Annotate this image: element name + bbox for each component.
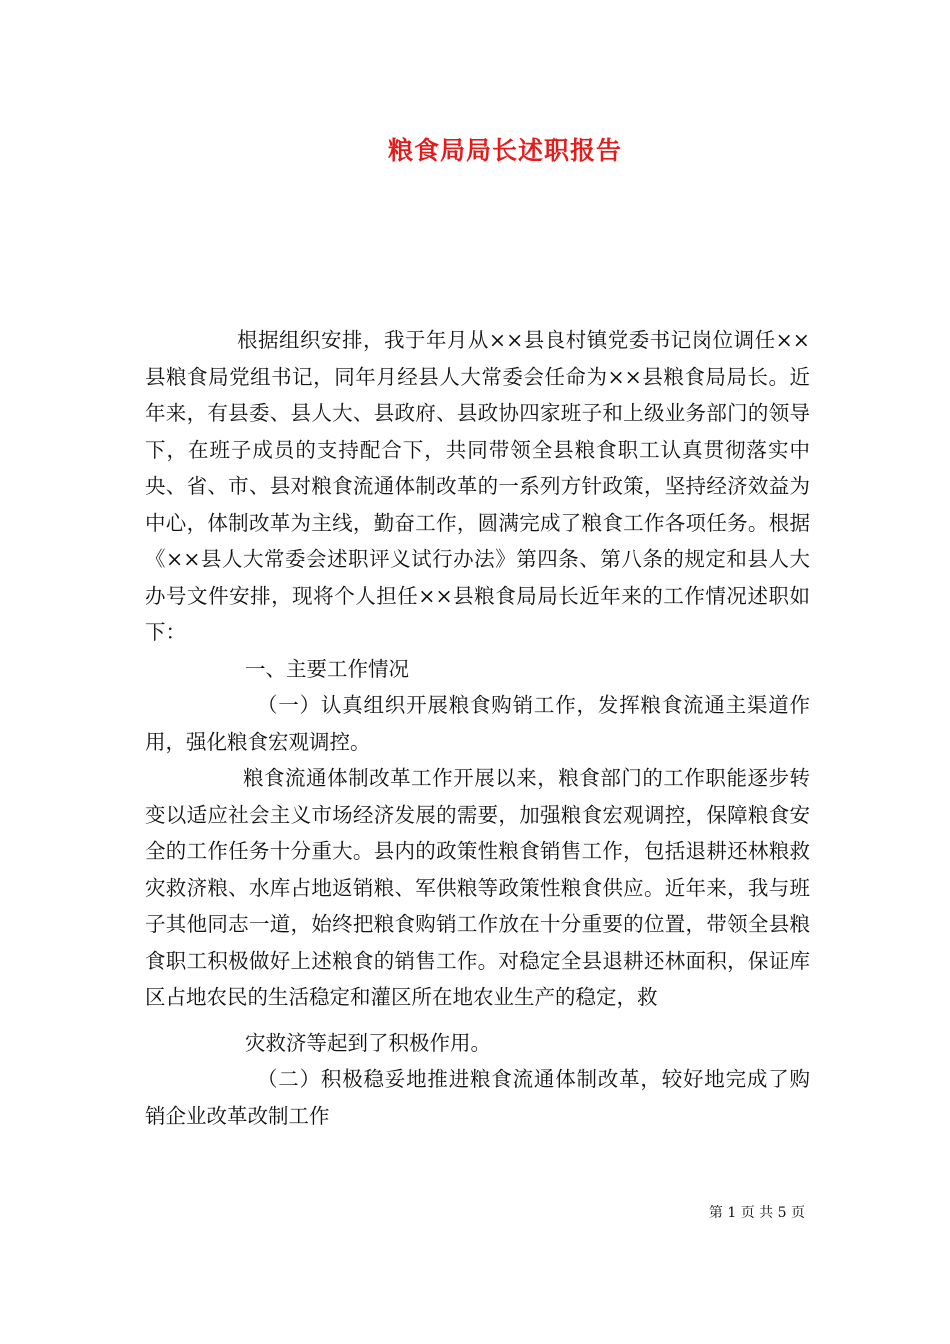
paragraph-intro: 根据组织安排，我于年月从××县良村镇党委书记岗位调任××县粮食局党组书记，同年月经县人大常委会任命为××县粮食局局长。近年来，有县委、县人大、县政府、县政协四家班子和上级业务部门的领导下，在班子成员的支持配合下，共同带领全县粮食职工认真贯彻落实中央、省、市、县对粮食流通体制改革的一系列方针政策，坚持经济效益为中心，体制改革为主线，勤奋工作，圆满完成了粮食工作各项任务。根据《××县人大常委会述职评义试行办法》第四条、第八条的规定和县人大办号文件安排，现将个人担任××县粮食局局长近年来的工作情况述职如下： (145, 328, 810, 644)
document-title: 粮食局局长述职报告 (387, 136, 622, 165)
section-heading-1: 一、主要工作情况 (245, 656, 409, 681)
paragraph-grain-circulation: 粮食流通体制改革工作开展以来，粮食部门的工作职能逐步转变以适应社会主义市场经济发展的需要，加强粮食宏观调控，保障粮食安全的工作任务十分重大。县内的政策性粮食销售工作，包括退耕还林粮救灾救济粮、水库占地返销粮、军供粮等政策性粮食供应。近年来，我与班子其他同志一道，始终把粮食购销工作放在十分重要的位置，带领全县粮食职工积极做好上述粮食的销售工作。对稳定全县退耕还林面积，保证库区占地农民的生活稳定和灌区所在地农业生产的稳定，救 (145, 766, 810, 1009)
page-footer: 第 1 页 共 5 页 (708, 1205, 805, 1221)
subsection-heading-1: （一）认真组织开展粮食购销工作，发挥粮食流通主渠道作用，强化粮食宏观调控。 (145, 693, 810, 754)
subsection-heading-2: （二）积极稳妥地推进粮食流通体制改革，较好地完成了购销企业改革改制工作 (145, 1067, 810, 1128)
paragraph-continuation: 灾救济等起到了积极作用。 (245, 1030, 491, 1055)
document-body (145, 322, 810, 1134)
